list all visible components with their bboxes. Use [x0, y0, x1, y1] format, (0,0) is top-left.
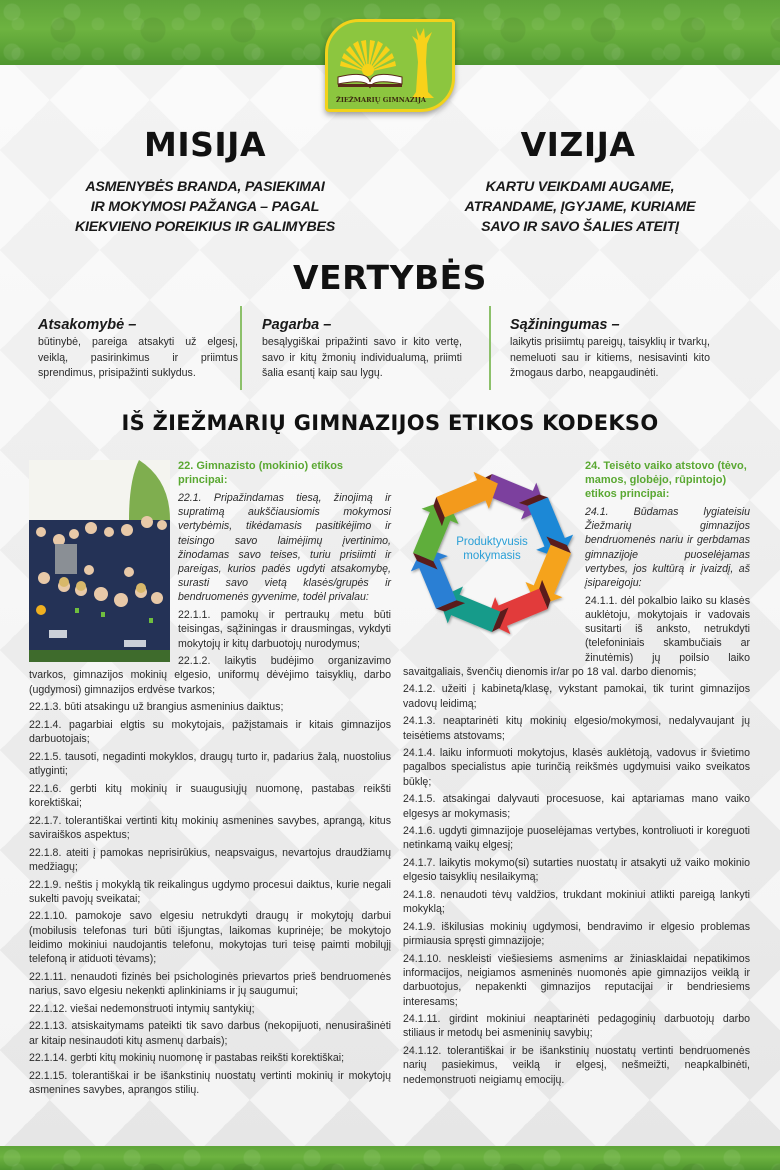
student-principles: [29, 459, 391, 1101]
student-principles-intro-text: 22.1. Pripažindamas tiesą, žinojimą ir supratimą aukščiausiomis mokymosi vertybėmis, tikėdamasis pasitikėjimo ir teisingo savo laimėjimų įvertinimo, žinodamas savo teises, turiu prisiimti ir pareigas, kurios padės ugdyti atsakomybę, surasti savo vietą klasės/grupės ir bendruomenės gyvenime, todėl privalau:: [178, 492, 391, 604]
ethics-code-title: IŠ ŽIEŽMARIŲ GIMNAZIJOS ETIKOS KODEKSO: [121, 411, 659, 435]
list-item: 24.1.9. iškilusias mokinių ugdymosi, bendravimo ir elgesio problemas pirmiausia spręsti gimnazijoje;: [403, 920, 750, 948]
list-item: 22.1.1. pamokų ir pertraukų metu būti teisingas, sąžiningas ir drausmingas, vykdyti mokytojų ir kitų darbuotojų nurodymus;: [178, 609, 391, 650]
list-item: 24.1.11. girdint mokiniui neaptarinėti pedagoginių darbuotojų darbo stiliaus ir metodų bei asmeninių savybių;: [403, 1013, 750, 1040]
logo-emblem-icon: [328, 22, 452, 109]
list-item: 24.1.5. atsakingai dalyvauti procesuose, kai aptariamas mano vaiko elgesys ar mokymasis;: [403, 793, 750, 820]
value-respect: [262, 316, 462, 382]
list-item: 24.1.7. laikytis mokymo(si) sutarties nuostatų ir atsakyti už vaiko mokinio elgesio taisyklių nesilaikymą;: [403, 857, 750, 884]
productive-learning-cycle: [406, 467, 578, 653]
students-photo: [29, 460, 170, 662]
list-item: 24.1.4. laiku informuoti mokytojus, klasės auklėtoją, vadovus ir švietimo pagalbos specialistus apie turinčią reikšmės ugdymuisi vaiko sveikatos būklę;: [403, 747, 750, 788]
value-responsibility: [38, 316, 238, 382]
list-item: 22.1.9. neštis į mokyklą tik reikalingus ugdymo procesui daiktus, kurie negali sukelti pavojų sveikatai;: [29, 878, 391, 905]
value-description: besąlygiškai pripažinti savo ir kito vertę, savo ir kitų žmonių individualumą, priimti šalia esantį kaip sau lygų.: [262, 336, 462, 379]
list-item: 24.1.6. ugdyti gimnazijoje puoselėjamas vertybes, kontroliuoti ir koreguoti netinkamą vaikų elgesį;: [403, 825, 750, 852]
parent-principles-heading: 24. Teisėto vaiko atstovo (tėvo, mamos, globėjo, rūpintojo) etikos principai:: [585, 460, 747, 500]
cycle-label-line: mokymasis: [463, 550, 521, 562]
vision-title: VIZIJA: [520, 125, 636, 164]
photo-image-icon: [29, 460, 170, 662]
list-item: 22.1.15. tolerantiškai ir be išankstinių nuostatų vertinti mokinių ir mokytojų asmenines savybes, aprangos stilių.: [29, 1070, 391, 1097]
value-honesty: [510, 316, 710, 382]
value-description: būtinybė, pareiga atsakyti už elgesį, veiklą, pasirinkimus ir priimtus sprendimus, prisipažinti suklydus.: [38, 336, 238, 379]
value-name: Atsakomybė –: [38, 317, 137, 333]
list-item: 24.1.10. neskleisti viešiesiems asmenims ar žiniasklaidai nepatikimos informacijos, neigiamos asmeninės nuomonės apie gimnazijos veiklą ir darbuotojus, nepakenkti gimnazijos reputacijai ir bendriesiems interesams;: [403, 952, 750, 1008]
cycle-center-label: [406, 535, 578, 563]
list-item-continuation: švenčių dienomis ir/ar po 18 val. darbo dienomis;: [466, 665, 697, 678]
vision-text: [430, 177, 730, 237]
list-item: 22.1.10. pamokoje savo elgesiu netrukdyti draugų ir mokytojų darbui (mobilusis telefonas turi būti išjungtas, laikomas kuprinėje; be mokytojo leidimo mokiniui naudojantis telefonu, mokytojas turi teisę paimti mobilųjį telefoną ir atiduoti tėvams);: [29, 910, 391, 966]
list-item: 22.1.14. gerbti kitų mokinių nuomonę ir pastabas reikšti korektiškai;: [29, 1052, 345, 1065]
mission-line: KIEKVIENO POREIKIUS IR GALIMYBES: [74, 219, 336, 235]
cycle-label-line: Produktyvusis: [456, 536, 528, 548]
list-item: 24.1.12. tolerantiškai ir be išankstinių nuostatų vertinti bendruomenės narių pasiekimus, veiklą ir elgesį, nešmeižti, neapkalbinėti, nedemonstruoti neigiamų emocijų.: [403, 1045, 750, 1086]
list-item-start: 24.1.1. dėl pokalbio laiko su klasės auklėtoju, mokytojais ir vadovais susitarti iš anksto, netrukdyti (telefoniniais skambučiais ar žinutėmis) jų poilsio laiko savaitgaliais,: [403, 594, 750, 678]
divider: [240, 306, 242, 390]
value-name: Sąžiningumas –: [510, 317, 620, 333]
parent-principles: [403, 459, 750, 1090]
list-item: 22.1.5. tausoti, negadinti mokyklos, draugų turto ir, padarius žalą, nuostolius atlyginti;: [29, 750, 391, 778]
list-item: 22.1.11. nenaudoti fizinės bei psichologinės prievartos prieš bendruomenės narius, savo elgesiu nekenkti aplinkiniams ir jų saugumui;: [29, 970, 391, 997]
list-item: 22.1.4. pagarbiai elgtis su mokytojais, pažįstamais ir kitais gimnazijos darbuotojais;: [29, 719, 391, 746]
list-item: 22.1.2. laikytis budėjimo organizavimo tvarkos, gimnazijos mokinių elgesio, uniformų dėvėjimo taisyklių, darbo (ugdymosi) gimnazijos erdvėse tvarkos;: [29, 655, 391, 696]
list-item: 22.1.13. atsiskaitymams pateikti tik savo darbus (nekopijuoti, nenusirašinėti ar kitaip nesinaudoti kitų asmenų darbais);: [29, 1020, 391, 1047]
list-item: 22.1.3. būti atsakingu už brangius asmeninius daiktus;: [29, 701, 284, 714]
value-description: laikytis prisiimtų pareigų, taisyklių ir tvarkų, nemeluoti sau ir kitiems, nesisavinti kito žmogaus darbo, neapgaudinėti.: [510, 336, 710, 379]
student-principles-heading: 22. Gimnazisto (mokinio) etikos principai:: [178, 460, 344, 486]
value-name: Pagarba –: [262, 317, 332, 333]
vision-line: SAVO IR SAVO ŠALIES ATEITĮ: [481, 219, 679, 235]
school-logo: [325, 19, 455, 112]
mission-title: MISIJA: [144, 125, 266, 164]
parent-principles-intro-text: 24.1. Būdamas lygiateisiu Žiežmarių gimnazijos bendruomenės nariu ir gerbdamas gimnazijoje puoselėjamas vertybes, jos kultūrą ir įvaizdį, aš įsipareigoju:: [585, 506, 750, 590]
list-item: 24.1.2. užeiti į kabinetą/klasę, vykstant pamokai, tik turint gimnazijos vadovų leidimą;: [403, 683, 750, 710]
mission-text: [55, 177, 355, 237]
divider: [489, 306, 491, 390]
logo-text: ŽIEŽMARIŲ GIMNAZIJA: [336, 96, 427, 104]
list-item: 22.1.6. gerbti kitų mokinių ir suaugusiųjų nuomonę, pastabas reikšti korektiškai;: [29, 782, 391, 810]
list-item: 22.1.8. ateiti į pamokas neprisirūkius, neapsvaigus, nevartojus draudžiamų medžiagų;: [29, 846, 391, 873]
list-item: 22.1.7. tolerantiškai vertinti kitų mokinių asmenines savybes, aprangą, kitus saviraiškos aspektus;: [29, 814, 391, 841]
bottom-green-band: [0, 1146, 780, 1170]
list-item: 24.1.3. neaptarinėti kitų mokinių elgesio/mokymosi, nedalyvaujant jų teisėtiems atstovams;: [403, 715, 750, 742]
list-item: 22.1.12. viešai nedemonstruoti intymių santykių;: [29, 1002, 255, 1015]
list-item: 24.1.8. nenaudoti tėvų valdžios, trukdant mokiniui atlikti pareigą lankyti mokyklą;: [403, 889, 750, 916]
mission-line: ASMENYBĖS BRANDA, PASIEKIMAI: [85, 179, 325, 195]
values-title: VERTYBĖS: [293, 258, 487, 297]
vision-line: KARTU VEIKDAMI AUGAME,: [485, 179, 675, 195]
mission-line: IR MOKYMOSI PAŽANGA – PAGAL: [90, 199, 320, 215]
vision-line: ATRANDAME, ĮGYJAME, KURIAME: [464, 199, 696, 215]
